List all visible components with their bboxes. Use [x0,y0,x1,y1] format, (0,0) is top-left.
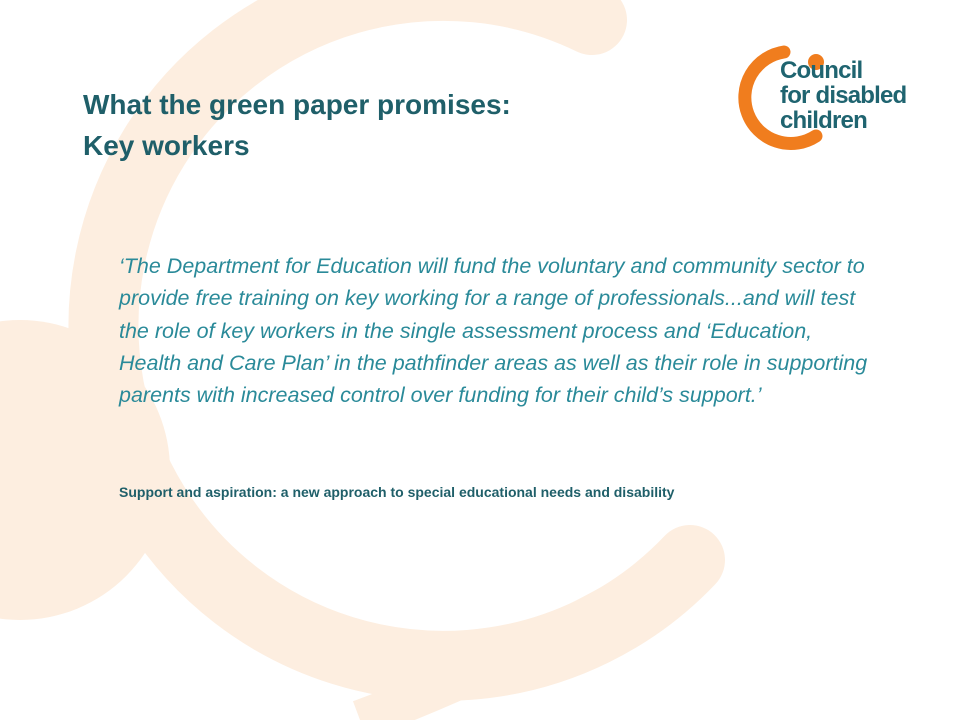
quote-source: Support and aspiration: a new approach to special educational needs and disability [119,484,675,500]
logo-line-3: children [780,107,867,134]
council-for-disabled-children-logo [736,40,936,155]
title-line-1: What the green paper promises: [83,89,511,120]
quote-text: ‘The Department for Education will fund the voluntary and community sector to provide free training on key working for a range of professionals...and will test the role of key workers in the single assessment process and ‘Education, Health and Care Plan’ in the pathfinder areas as well as their role in supporting parents with increased control over funding for their child’s support.’ [119,254,868,408]
slide-title [83,84,703,166]
logo-line-1: Council [780,57,863,84]
logo-wordmark [780,58,906,133]
title-line-2: Key workers [83,130,250,161]
logo-line-2: for disabled [780,82,907,109]
